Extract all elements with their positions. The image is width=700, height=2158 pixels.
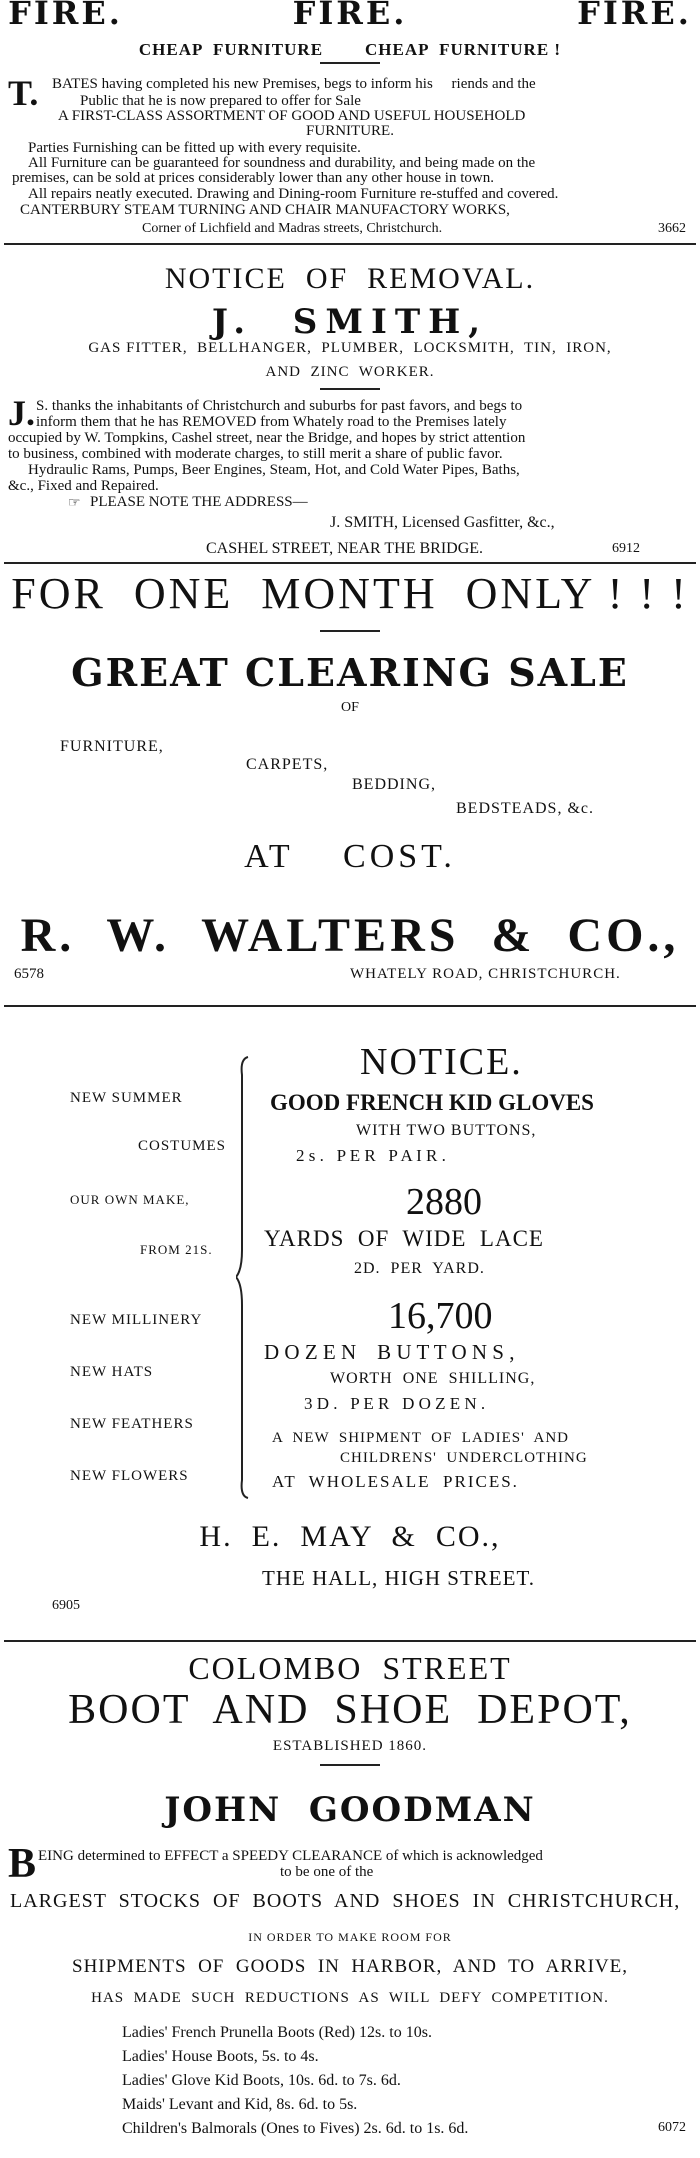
may-buttons-price: 3 D . P E R D O Z E N .: [304, 1394, 486, 1413]
divider: [4, 562, 696, 564]
boot-text-line: IN ORDER TO MAKE ROOM FOR: [248, 1930, 452, 1944]
may-buttons-number: 16,700: [388, 1295, 493, 1337]
sale-item: FURNITURE,: [60, 738, 164, 755]
may-gloves-price: 2 s . P E R P A I R .: [296, 1146, 446, 1165]
sale-item: BEDSTEADS, &c.: [456, 800, 594, 817]
boot-price-item: Children's Balmorals (Ones to Fives) 2s. 6d. to 1s. 6d.: [122, 2120, 469, 2137]
divider: [4, 1640, 696, 1642]
removal-text-line: S. thanks the inhabitants of Christchurch and suburbs for past favors, and begs to: [36, 398, 523, 414]
boot-established: ESTABLISHED 1860.: [272, 1738, 428, 1754]
may-left-item: NEW SUMMER: [70, 1090, 183, 1106]
removal-trades: GAS FITTER, BELLHANGER, PLUMBER, LOCKSMITH, TIN, IRON,: [88, 340, 612, 356]
removal-ad-number: 6912: [612, 541, 640, 556]
may-address: THE HALL, HIGH STREET.: [262, 1566, 535, 1590]
fire-text-line: Corner of Lichfield and Madras streets, Christchurch.: [142, 221, 443, 236]
may-gloves: GOOD FRENCH KID GLOVES: [270, 1090, 594, 1115]
removal-text-line: inform them that he has REMOVED from Whately road to the Premises lately: [36, 414, 507, 430]
removal-text-line: &c., Fixed and Repaired.: [8, 478, 159, 494]
sale-headline: FOR ONE MONTH ONLY ! ! !: [11, 569, 689, 618]
may-buttons-sub: WORTH ONE SHILLING,: [330, 1370, 536, 1387]
boot-text-line: to be one of the: [280, 1864, 374, 1880]
boot-headline: COLOMBO STREET: [188, 1650, 512, 1686]
boot-ad-number: 6072: [658, 2120, 686, 2135]
sale-item: BEDDING,: [352, 776, 436, 793]
removal-text-line: CASHEL STREET, NEAR THE BRIDGE.: [206, 540, 484, 557]
sale-of: OF: [341, 700, 359, 715]
removal-text-line: occupied by W. Tompkins, Cashel street, near the Bridge, and hopes by strict attention: [8, 430, 526, 446]
sale-title: GREAT CLEARING SALE: [71, 650, 629, 695]
boot-text-line: SHIPMENTS OF GOODS IN HARBOR, AND TO ARRIVE,: [72, 1956, 628, 1977]
may-left-item: COSTUMES: [138, 1138, 227, 1154]
may-lace-number: 2880: [406, 1181, 482, 1223]
boot-price-item: Maids' Levant and Kid, 8s. 6d. to 5s.: [122, 2096, 358, 2113]
removal-text-line: PLEASE NOTE THE ADDRESS—: [90, 494, 308, 510]
removal-text-line: J. SMITH, Licensed Gasfitter, &c.,: [330, 514, 555, 531]
sale-firm: R. W. WALTERS & CO.,: [20, 909, 680, 962]
removal-headline: NOTICE OF REMOVAL.: [164, 262, 536, 295]
may-gloves-sub: WITH TWO BUTTONS,: [356, 1122, 537, 1139]
fire-ad-number: 3662: [658, 221, 686, 236]
boot-price-item: Ladies' Glove Kid Boots, 10s. 6d. to 7s. 6d.: [122, 2072, 401, 2089]
fire-text-line: Parties Furnishing can be fitted up with every requisite.: [28, 140, 361, 156]
removal-drop-cap: J.: [8, 393, 35, 433]
fire-headline: FIRE. FIRE. FIRE.: [8, 0, 692, 32]
fire-drop-cap: T.: [8, 73, 39, 113]
divider: [4, 1005, 696, 1007]
may-left-item: OUR OWN MAKE,: [70, 1192, 190, 1207]
fire-text-line: premises, can be sold at prices considerably lower than any other house in town.: [12, 170, 494, 186]
boot-drop-cap: B: [8, 1841, 37, 1887]
may-lace-price: 2D. PER YARD.: [354, 1260, 485, 1277]
may-shipment: A NEW SHIPMENT OF LADIES' AND: [272, 1430, 569, 1446]
may-left-item: NEW MILLINERY: [70, 1312, 203, 1328]
fire-text-line: All Furniture can be guaranteed for soundness and durability, and being made on the: [28, 155, 536, 171]
may-buttons: D O Z E N B U T T O N S ,: [264, 1340, 515, 1364]
pointing-hand-icon: ☞: [68, 496, 81, 511]
removal-text-line: to business, combined with moderate charges, to still merit a share of public favor.: [8, 446, 503, 462]
boot-price-item: Ladies' French Prunella Boots (Red) 12s. to 10s.: [122, 2024, 432, 2041]
fire-text-line: All repairs neatly executed. Drawing and Dining-room Furniture re-stuffed and covered.: [28, 186, 559, 202]
bracket-divider: [236, 1055, 252, 1500]
fire-text-line: CANTERBURY STEAM TURNING AND CHAIR MANUFACTORY WORKS,: [20, 202, 510, 218]
sale-item: CARPETS,: [246, 756, 329, 773]
sale-at-cost: AT COST.: [244, 838, 456, 875]
removal-name: J. SMITH,: [211, 302, 489, 342]
may-left-item: NEW FEATHERS: [70, 1416, 194, 1432]
boot-name: JOHN GOODMAN: [164, 1790, 536, 1830]
may-ad-number: 6905: [52, 1598, 80, 1613]
may-left-item: FROM 21S.: [140, 1242, 213, 1257]
boot-text-line: HAS MADE SUCH REDUCTIONS AS WILL DEFY COMPETITION.: [91, 1990, 609, 2006]
may-left-item: NEW FLOWERS: [70, 1468, 189, 1484]
boot-text-line: LARGEST STOCKS OF BOOTS AND SHOES IN CHRISTCHURCH,: [10, 1890, 681, 1912]
divider: [4, 243, 696, 245]
removal-trades: AND ZINC WORKER.: [265, 364, 435, 380]
fire-text-line: A FIRST-CLASS ASSORTMENT OF GOOD AND USEFUL HOUSEHOLD: [58, 108, 526, 124]
may-notice: NOTICE.: [360, 1041, 523, 1083]
may-left-item: NEW HATS: [70, 1364, 154, 1380]
may-firm: H. E. MAY & CO.,: [199, 1520, 501, 1553]
may-lace: YARDS OF WIDE LACE: [264, 1226, 544, 1251]
removal-text-line: Hydraulic Rams, Pumps, Beer Engines, Steam, Hot, and Cold Water Pipes, Baths,: [28, 462, 520, 478]
fire-text-line: BATES having completed his new Premises, begs to inform his riends and the: [52, 76, 536, 92]
sale-ad-number: 6578: [14, 966, 44, 982]
boot-text-line: EING determined to EFFECT a SPEEDY CLEARANCE of which is acknowledged: [38, 1848, 543, 1864]
may-shipment: AT WHOLESALE PRICES.: [272, 1472, 519, 1491]
may-shipment: CHILDRENS' UNDERCLOTHING: [340, 1450, 588, 1466]
sale-address: WHATELY ROAD, CHRISTCHURCH.: [350, 966, 621, 982]
boot-price-item: Ladies' House Boots, 5s. to 4s.: [122, 2048, 319, 2065]
fire-subhead: CHEAP FURNITURE CHEAP FURNITURE !: [138, 40, 562, 59]
boot-title: BOOT AND SHOE DEPOT,: [68, 1687, 632, 1733]
fire-text-line: FURNITURE.: [306, 123, 394, 139]
fire-text-line: Public that he is now prepared to offer for Sale: [80, 93, 361, 109]
